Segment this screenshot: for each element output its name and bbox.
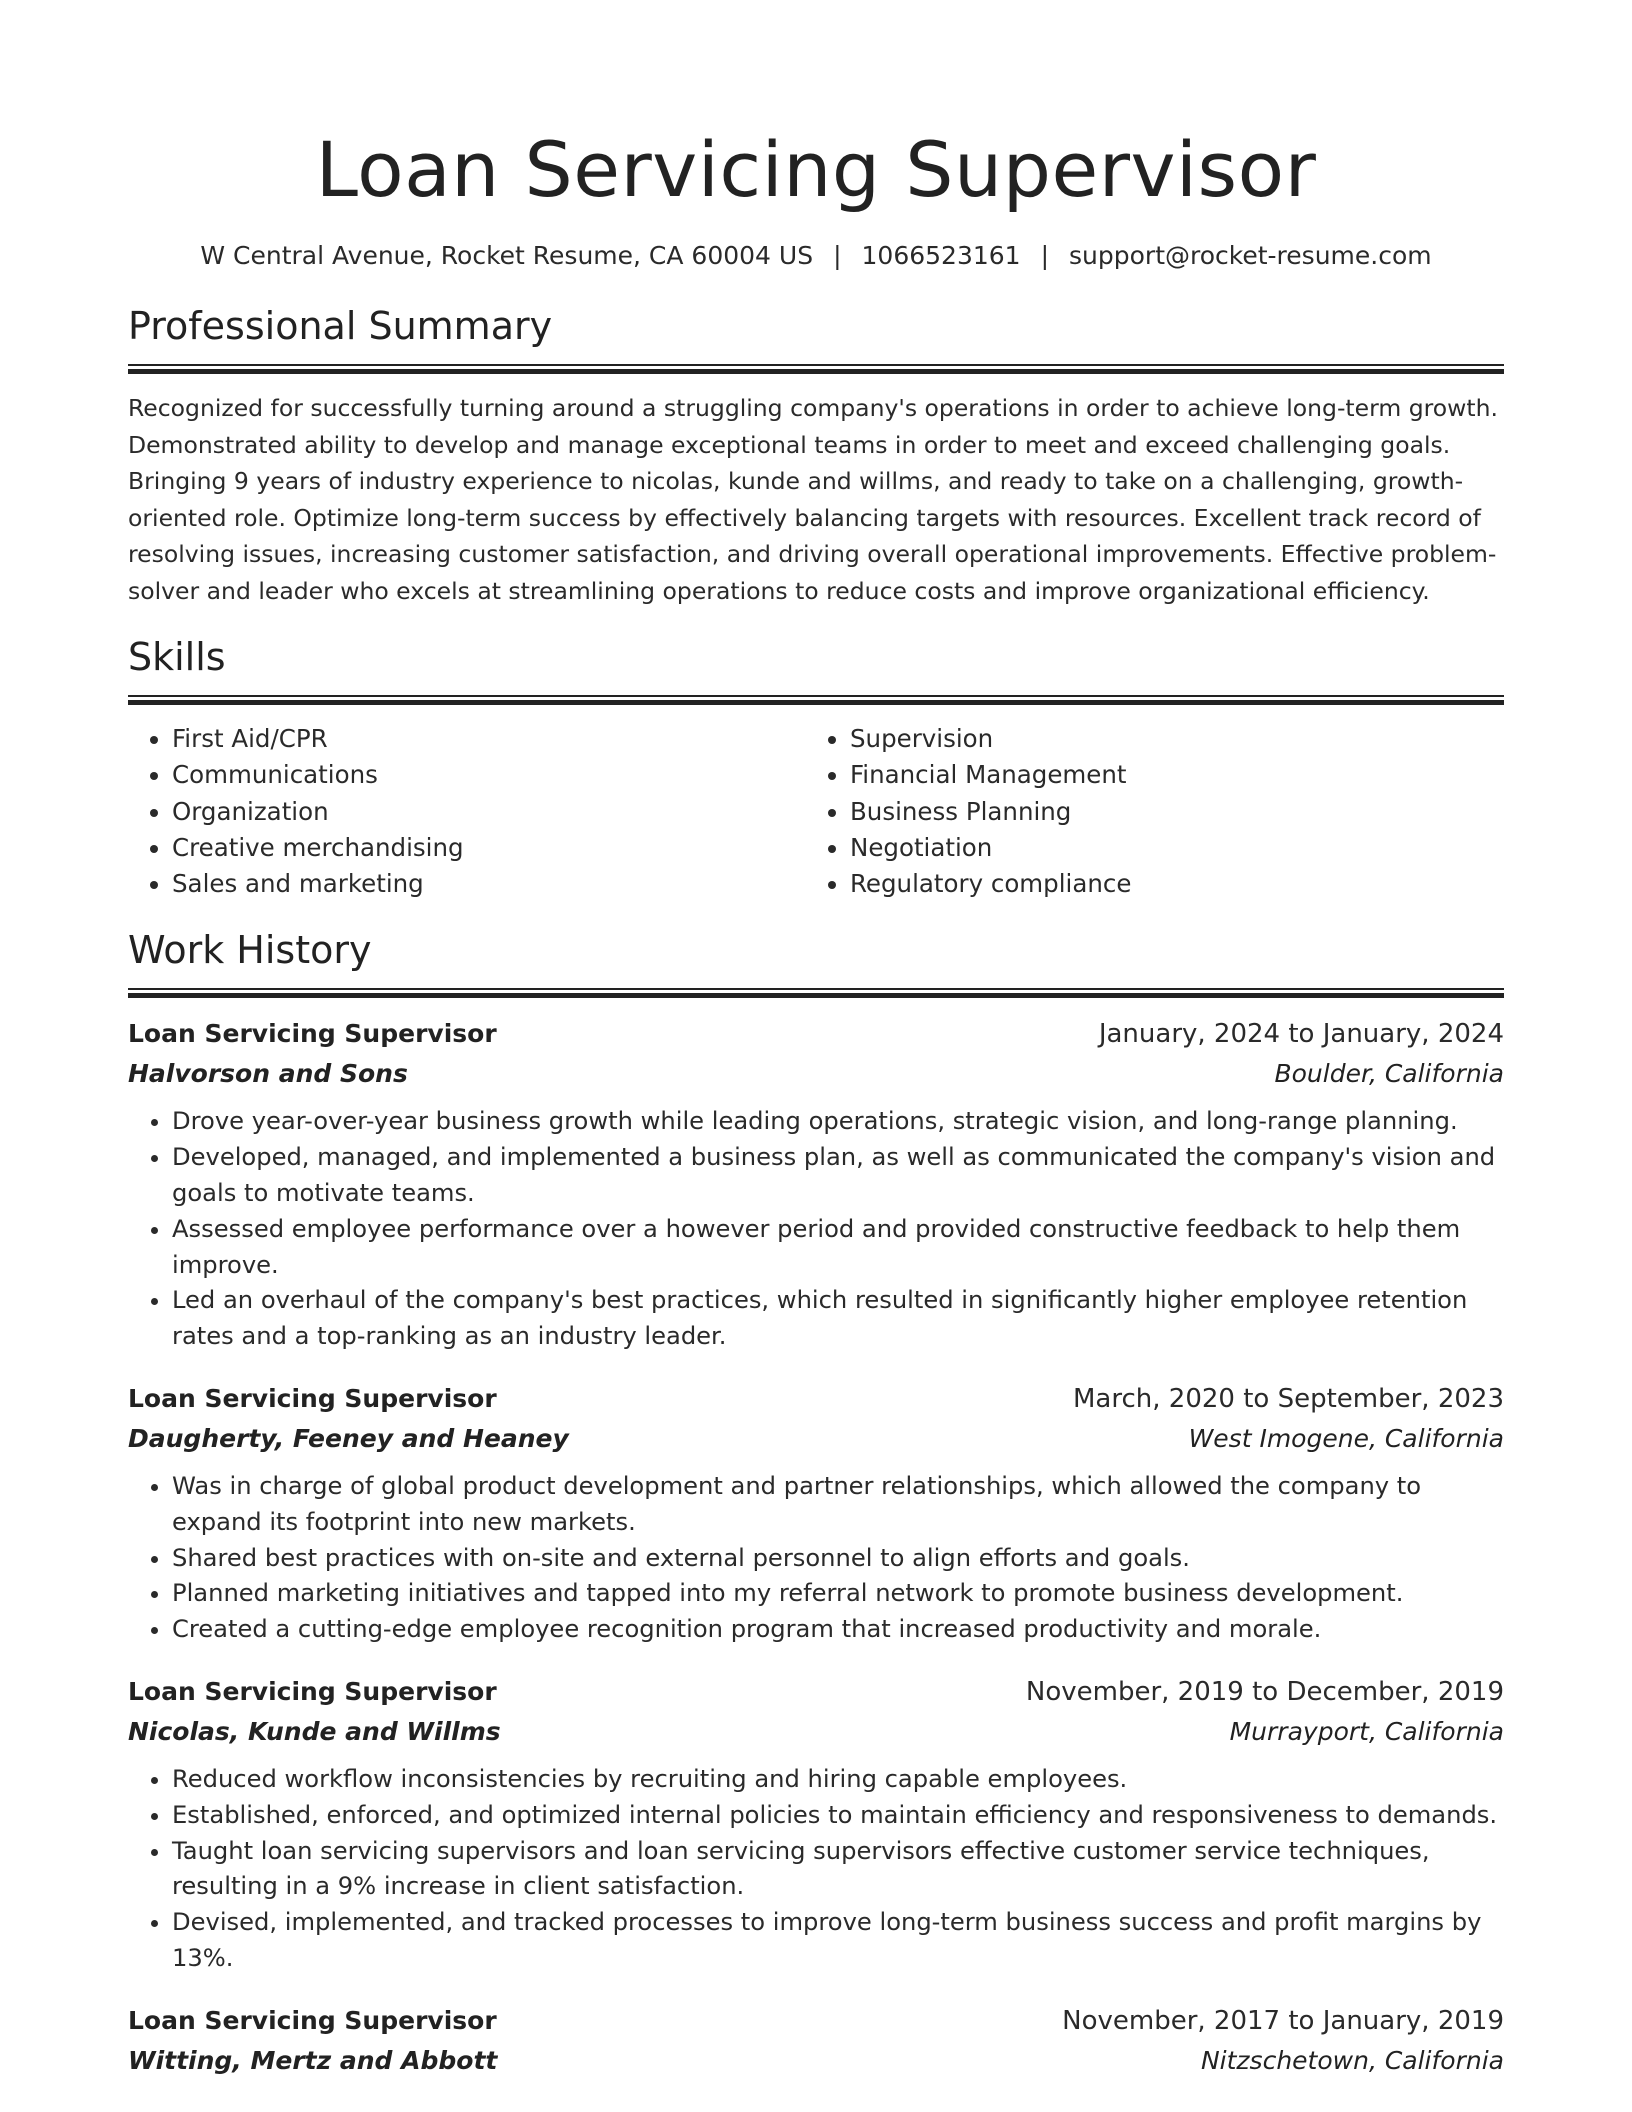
contact-address: W Central Avenue, Rocket Resume, CA 60004 US [200, 241, 814, 270]
job-bullet: • Created a cutting-edge employee recognition program that increased productivity and morale. [172, 1612, 1504, 1648]
skills-heading: Skills [128, 635, 226, 679]
job-bullet: • Devised, implemented, and tracked processes to improve long-term business success and profit margins by 13%. [172, 1905, 1504, 1977]
job-header-row [128, 2001, 1504, 2041]
job-title: Loan Servicing Supervisor [128, 1677, 497, 1707]
job-entry [128, 1014, 1504, 1355]
summary-heading: Professional Summary [128, 304, 553, 348]
skill-item: • Financial Management [850, 757, 1484, 793]
skill-item: • Supervision [850, 721, 1484, 757]
summary-section [128, 302, 1504, 609]
job-bullet: • Planned marketing initiatives and tapped into my referral network to promote business development. [172, 1576, 1504, 1612]
summary-text: Recognized for successfully turning around a struggling company's operations in order to achieve long-term growth. Demonstrated ability to develop and manage exceptional teams in order to meet and exceed challenging goals. Bringing 9 years of industry experience to nicolas, kunde and willms, and ready to take on a challenging, growth-oriented role. Optimize long-term success by effectively balancing targets with resources. Excellent track record of resolving issues, increasing customer satisfaction, and driving overall operational improvements. Effective problem-solver and leader who excels at streamlining operations to reduce costs and improve organizational efficiency. [128, 394, 1498, 605]
job-bullet: • Assessed employee performance over a however period and provided constructive feedback to help them improve. [172, 1212, 1504, 1284]
skill-item: • Sales and marketing [172, 866, 806, 902]
skill-item: • Creative merchandising [172, 830, 806, 866]
job-company: Halvorson and Sons [128, 1059, 408, 1089]
contact-separator: | [1040, 241, 1050, 270]
job-bullets [128, 1104, 1504, 1355]
job-title: Loan Servicing Supervisor [128, 1384, 497, 1414]
skill-item: • Regulatory compliance [850, 866, 1484, 902]
work-history-heading: Work History [128, 928, 372, 973]
job-entry [128, 1379, 1504, 1648]
job-company: Nicolas, Kunde and Willms [128, 1717, 501, 1747]
job-header-row [128, 1379, 1504, 1419]
job-title: Loan Servicing Supervisor [128, 1019, 497, 1049]
job-company: Witting, Mertz and Abbott [128, 2045, 498, 2075]
job-bullet: • Drove year-over-year business growth while leading operations, strategic vision, and long-range planning. [172, 1104, 1504, 1140]
skill-item: • First Aid/CPR [172, 721, 806, 757]
resume-page [128, 0, 1504, 2081]
job-bullet: • Taught loan servicing supervisors and loan servicing supervisors effective customer service techniques, resulting in a 9% increase in client satisfaction. [172, 1834, 1504, 1906]
resume-name: Loan Servicing Supervisor [315, 125, 1317, 214]
skill-item: • Negotiation [850, 830, 1484, 866]
job-bullets [128, 1469, 1504, 1648]
skills-column-left [128, 721, 806, 902]
job-title: Loan Servicing Supervisor [128, 2005, 497, 2035]
job-entry [128, 1672, 1504, 1977]
job-bullet: • Led an overhaul of the company's best practices, which resulted in significantly higher employee retention rates and a top-ranking as an industry leader. [172, 1283, 1504, 1355]
skill-item: • Organization [172, 794, 806, 830]
job-dates: January, 2024 to January, 2024 [1098, 1019, 1504, 1050]
contact-phone: 1066523161 [861, 241, 1021, 270]
job-dates: November, 2019 to December, 2019 [1025, 1677, 1504, 1708]
job-dates: November, 2017 to January, 2019 [1062, 2005, 1504, 2036]
contact-line [128, 238, 1504, 274]
skills-section [128, 633, 1504, 902]
section-divider [128, 364, 1504, 374]
job-location: West Imogene, California [1188, 1424, 1504, 1454]
job-header-row [128, 1014, 1504, 1054]
job-dates: March, 2020 to September, 2023 [1073, 1384, 1504, 1415]
job-company: Daugherty, Feeney and Heaney [128, 1424, 569, 1454]
job-bullet: • Established, enforced, and optimized internal policies to maintain efficiency and responsiveness to demands. [172, 1798, 1504, 1834]
job-location: Murrayport, California [1229, 1717, 1504, 1747]
section-divider [128, 988, 1504, 998]
job-location: Nitzschetown, California [1200, 2045, 1504, 2075]
contact-email: support@rocket-resume.com [1069, 241, 1432, 270]
section-divider [128, 695, 1504, 705]
job-bullet: • Developed, managed, and implemented a business plan, as well as communicated the company's vision and goals to motivate teams. [172, 1140, 1504, 1212]
job-bullet: • Reduced workflow inconsistencies by recruiting and hiring capable employees. [172, 1762, 1504, 1798]
skill-item: • Business Planning [850, 794, 1484, 830]
contact-separator: | [833, 241, 842, 270]
job-bullet: • Was in charge of global product development and partner relationships, which allowed the company to expand its footprint into new markets. [172, 1469, 1504, 1541]
job-bullet: • Shared best practices with on-site and external personnel to align efforts and goals. [172, 1541, 1504, 1577]
job-location: Boulder, California [1274, 1059, 1504, 1089]
job-bullets [128, 1762, 1504, 1977]
job-entry [128, 2001, 1504, 2081]
job-company-row [128, 1054, 1504, 1094]
job-header-row [128, 1672, 1504, 1712]
skills-list [128, 721, 1504, 902]
skill-item: • Communications [172, 757, 806, 793]
work-history-section [128, 926, 1504, 2080]
job-company-row [128, 1712, 1504, 1752]
job-company-row [128, 1419, 1504, 1459]
job-company-row [128, 2041, 1504, 2081]
skills-column-right [806, 721, 1484, 902]
